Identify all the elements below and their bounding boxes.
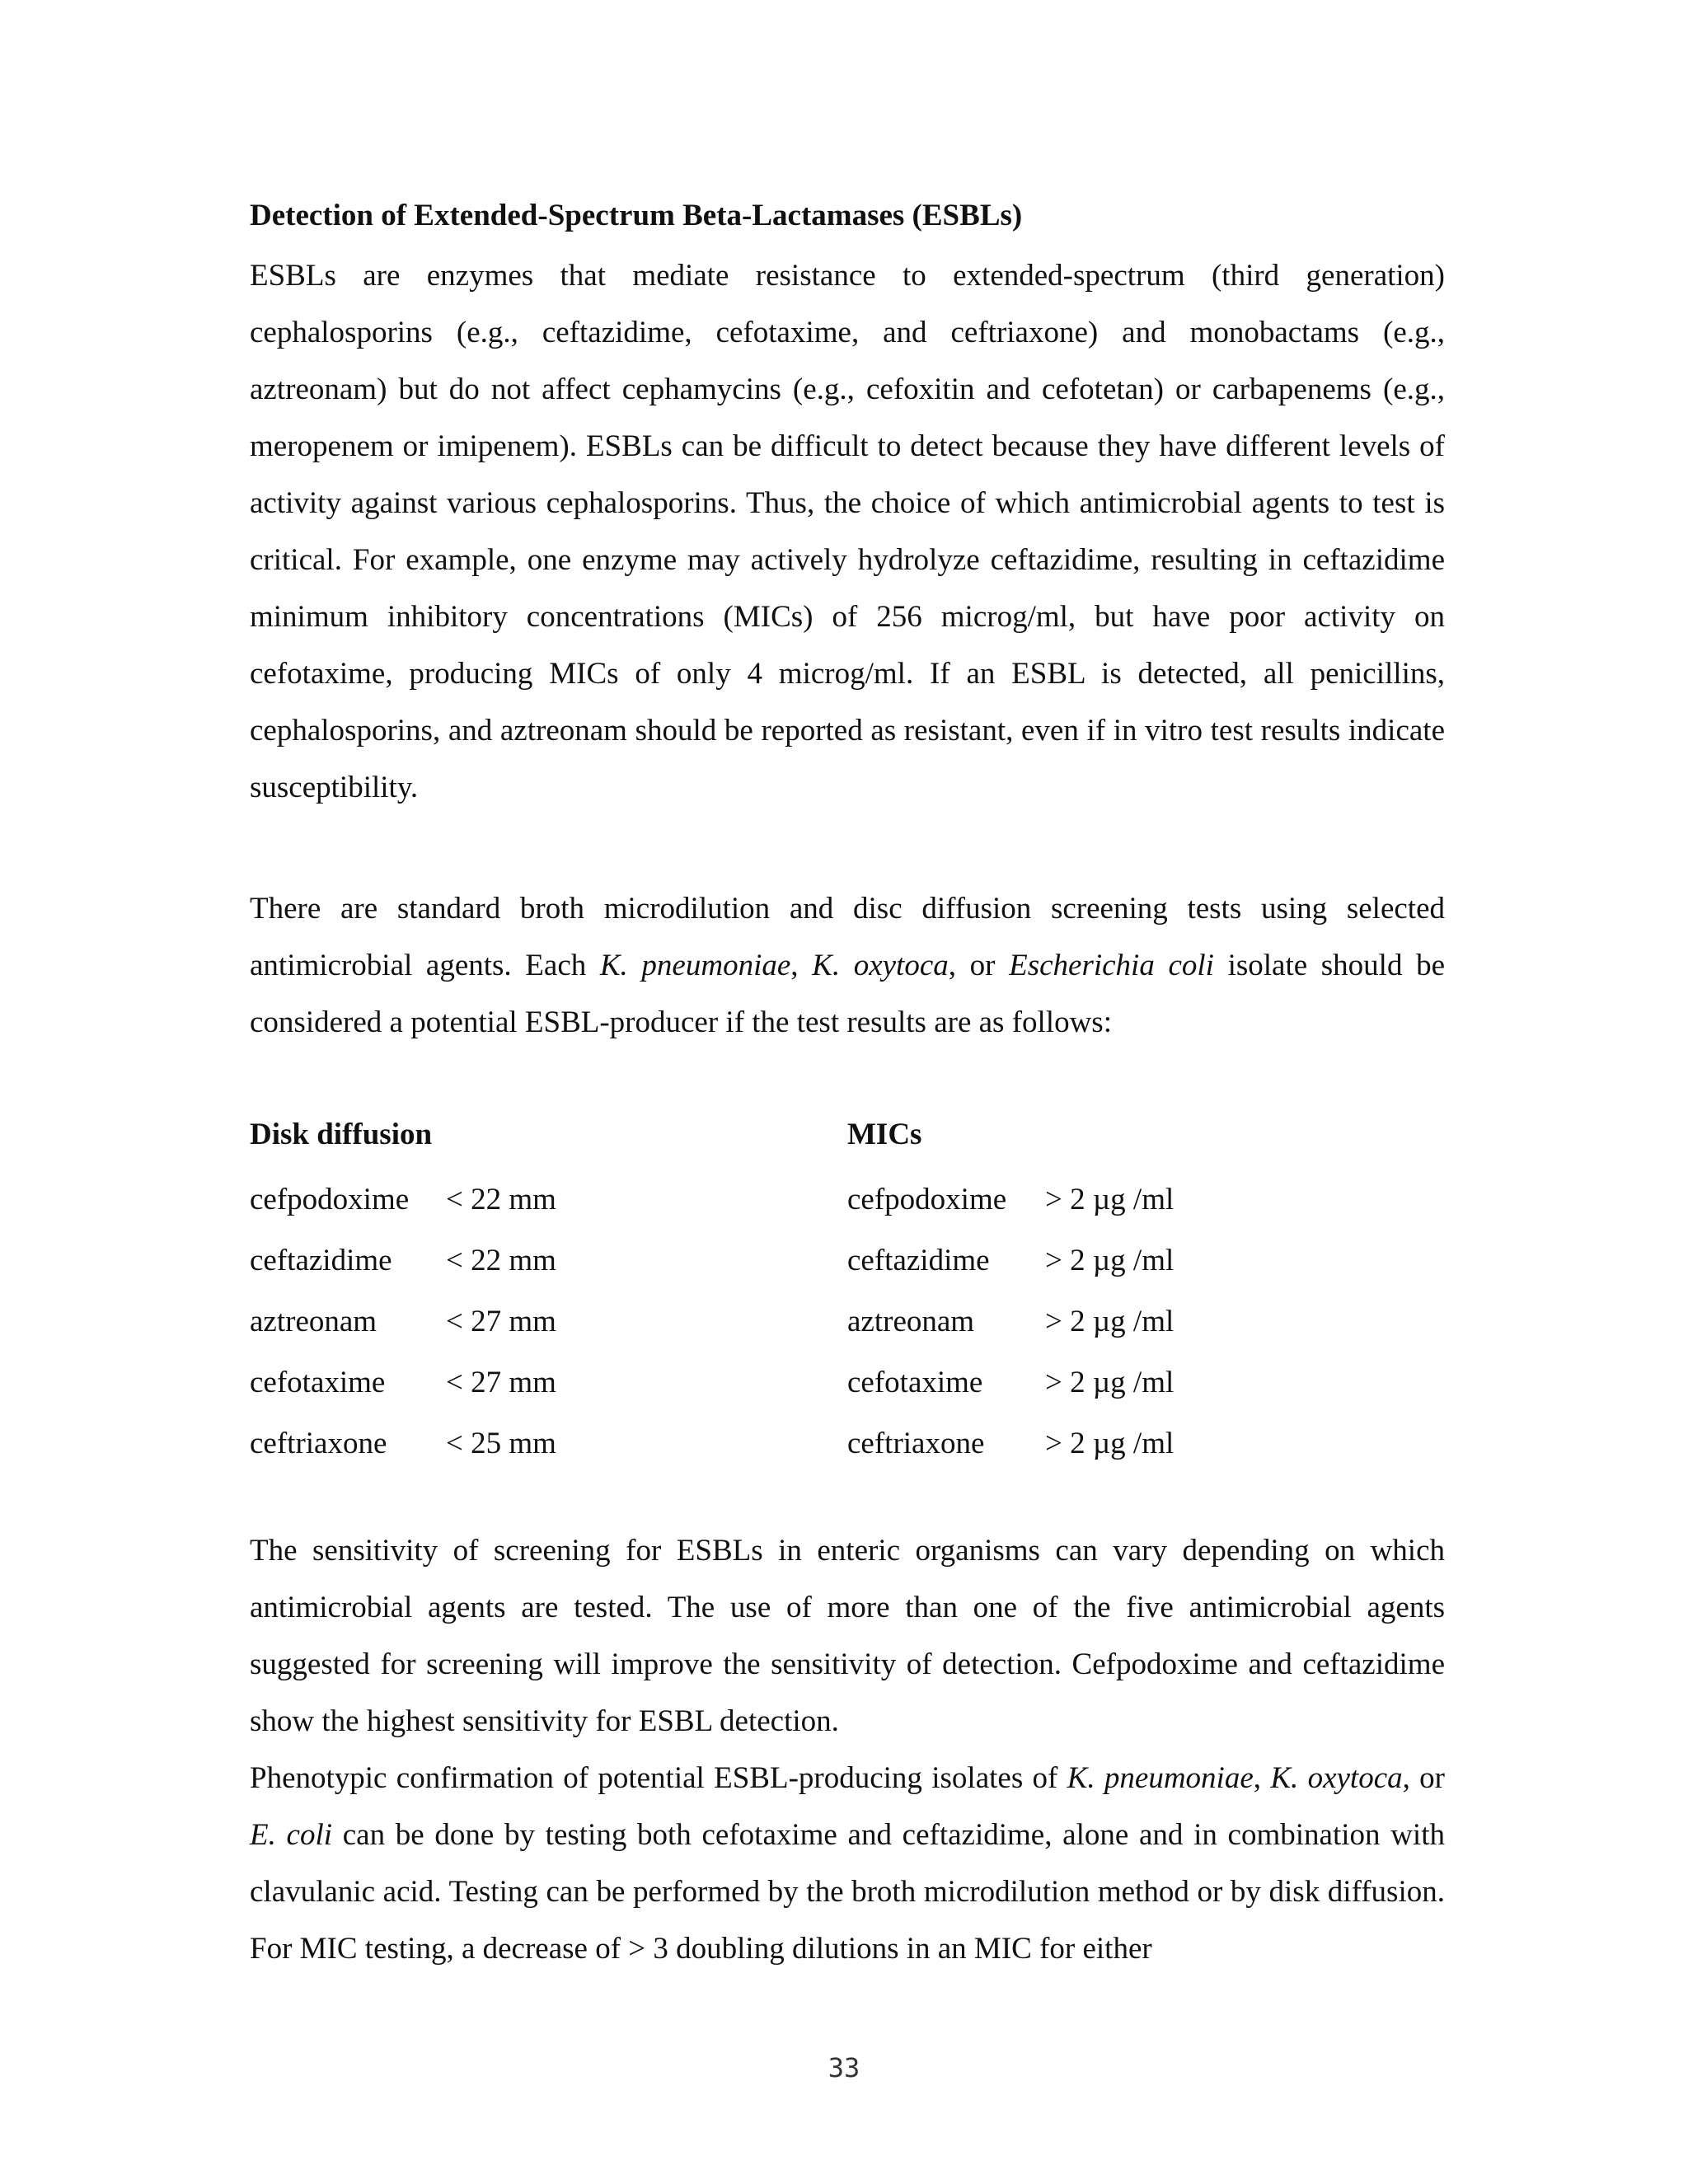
- breakpoint-value: < 27 mm: [446, 1366, 556, 1399]
- text-run: , or: [948, 949, 1010, 982]
- breakpoint-value: < 27 mm: [446, 1305, 556, 1338]
- breakpoint-value: > 2 µg /ml: [1045, 1427, 1175, 1460]
- text-run: isolate should be considered a potential ESBL-producer if the test results are as follows:: [250, 949, 1445, 1039]
- page-number: 33: [828, 2052, 860, 2083]
- paragraph-screening-sensitivity: The sensitivity of screening for ESBLs in enteric organisms can vary depending on which antimicrobial agents are tested. The use of more than one of the five antimicrobial agents suggested for screening will improve the sensitivity of detection. Cefpodoxime and ceftazidime show the highest sensitivity for ESBL detection.: [250, 1534, 1445, 1738]
- breakpoint-value: > 2 µg /ml: [1045, 1244, 1175, 1277]
- table-row: [847, 1169, 1174, 1230]
- drug-name: ceftazidime: [847, 1244, 990, 1277]
- text-run: can be done by testing both cefotaxime and ceftazidime, alone and in combination with clavulanic acid. Testing can be performed by the broth microdilution method or by disk diffusion. For MIC testing, a decrease of > 3 doubling dilutions in an MIC for either: [250, 1818, 1445, 1966]
- table-row: [847, 1230, 1174, 1291]
- drug-name: cefpodoxime: [847, 1183, 1007, 1216]
- drug-name: cefotaxime: [250, 1366, 386, 1399]
- italic-organism: K. oxytoca: [1270, 1761, 1403, 1795]
- text-run: There are standard broth microdilution and disc diffusion screening tests using selected antimicrobial agents. Each: [250, 892, 1445, 982]
- drug-name: aztreonam: [847, 1305, 975, 1338]
- paragraph-phenotypic-confirmation: [250, 1750, 1445, 1977]
- text-run: Phenotypic confirmation of potential ESBL-producing isolates of: [250, 1761, 1067, 1795]
- breakpoint-value: < 25 mm: [446, 1427, 556, 1460]
- text-run: ,: [1253, 1761, 1271, 1795]
- table-row: [250, 1169, 556, 1230]
- drug-name: aztreonam: [250, 1305, 377, 1338]
- drug-name: cefpodoxime: [250, 1183, 410, 1216]
- breakpoint-value: < 22 mm: [446, 1183, 556, 1216]
- text-run: , or: [1402, 1761, 1446, 1795]
- table-row: [847, 1352, 1174, 1413]
- italic-organism: K. oxytoca: [812, 949, 949, 982]
- table-row: [847, 1413, 1174, 1474]
- italic-organism: Escherichia coli: [1009, 949, 1214, 982]
- table-row: [250, 1352, 556, 1413]
- table-row: [250, 1413, 556, 1474]
- disk-diffusion-title: Disk diffusion: [250, 1118, 433, 1151]
- drug-name: cefotaxime: [847, 1366, 983, 1399]
- paragraph-screening-tests: [250, 880, 1445, 1051]
- drug-name: ceftriaxone: [250, 1427, 387, 1460]
- disk-diffusion-table: [250, 1108, 556, 1474]
- breakpoint-value: > 2 µg /ml: [1045, 1305, 1175, 1338]
- mic-title: MICs: [847, 1118, 922, 1151]
- breakpoint-value: > 2 µg /ml: [1045, 1366, 1175, 1399]
- drug-name: ceftazidime: [250, 1244, 392, 1277]
- table-row: [250, 1291, 556, 1352]
- section-heading: Detection of Extended-Spectrum Beta-Lactamases (ESBLs): [250, 199, 1023, 232]
- breakpoint-value: < 22 mm: [446, 1244, 556, 1277]
- drug-name: ceftriaxone: [847, 1427, 985, 1460]
- italic-organism: K. pneumoniae: [599, 949, 791, 982]
- text-run: ,: [790, 949, 813, 982]
- table-row: [250, 1230, 556, 1291]
- mic-table: [847, 1108, 1174, 1474]
- breakpoint-value: > 2 µg /ml: [1045, 1183, 1175, 1216]
- italic-organism: E. coli: [250, 1818, 333, 1852]
- italic-organism: K. pneumoniae: [1067, 1761, 1254, 1795]
- paragraph-esbl-definition: ESBLs are enzymes that mediate resistance to extended-spectrum (third generation) cephalosporins (e.g., ceftazidime, cefotaxime, and ceftriaxone) and monobactams (e.g., aztreonam) but do not affect cephamycins (e.g., cefoxitin and cefotetan) or carbapenems (e.g., meropenem or imipenem). ESBLs can be difficult to detect because they have different levels of activity against various cephalosporins. Thus, the choice of which antimicrobial agents to test is critical. For example, one enzyme may actively hydrolyze ceftazidime, resulting in ceftazidime minimum inhibitory concentrations (MICs) of 256 microg/ml, but have poor activity on cefotaxime, producing MICs of only 4 microg/ml. If an ESBL is detected, all penicillins, cephalosporins, and aztreonam should be reported as resistant, even if in vitro test results indicate susceptibility.: [250, 259, 1445, 804]
- table-row: [847, 1291, 1174, 1352]
